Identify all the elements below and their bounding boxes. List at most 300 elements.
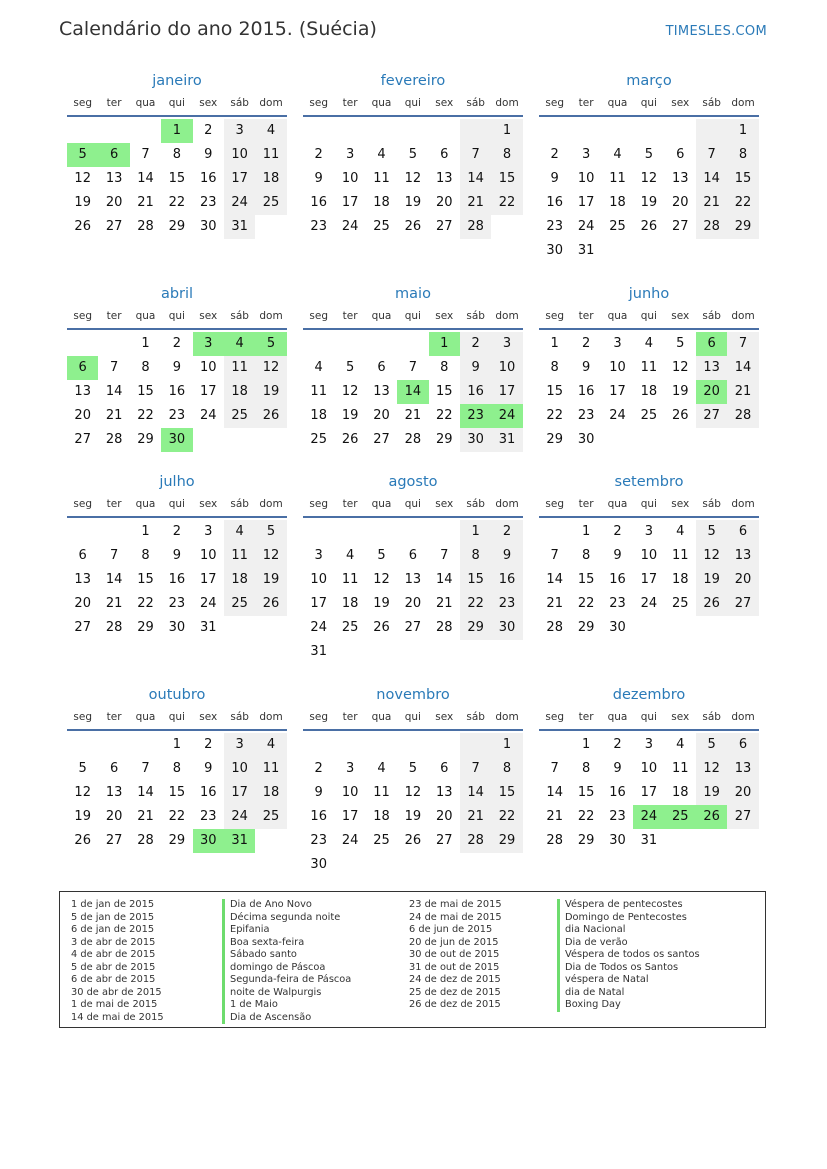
day-cell: 31 — [491, 428, 522, 452]
day-cell: 11 — [255, 143, 286, 167]
weekday-label: dom — [495, 711, 519, 723]
legend-holiday-date: 25 de dez de 2015 — [409, 986, 501, 998]
legend-holiday-name: Décima segunda noite — [222, 912, 351, 925]
day-cell: 22 — [577, 809, 595, 824]
month-calendar — [67, 471, 287, 640]
day-cell: 6 — [377, 360, 386, 375]
legend-holiday-name: domingo de Páscoa — [222, 962, 351, 975]
day-cell: 8 — [460, 544, 491, 568]
day-cell: 31 — [224, 215, 255, 239]
day-cell: 18 — [341, 596, 359, 611]
day-cell: 13 — [74, 572, 91, 587]
day-cell: 2 — [204, 737, 213, 752]
day-cell: 21 — [105, 408, 123, 423]
holiday-day-cell: 20 — [696, 380, 727, 404]
day-cell: 14 — [546, 572, 563, 587]
holiday-day-cell: 1 — [161, 119, 192, 143]
days-grid — [67, 520, 287, 640]
month-name: dezembro — [612, 687, 686, 703]
empty-day-cell — [303, 332, 334, 356]
day-cell: 25 — [341, 620, 359, 635]
day-cell: 11 — [671, 761, 689, 776]
day-cell: 10 — [224, 143, 255, 167]
empty-day-cell — [366, 520, 397, 544]
day-cell: 11 — [224, 356, 255, 380]
weekday-label: sex — [435, 310, 454, 322]
weekday-header — [303, 496, 523, 518]
weekday-label: qui — [404, 310, 421, 322]
empty-day-cell — [539, 733, 570, 757]
weekday-header — [539, 308, 759, 330]
weekday-label: sex — [435, 711, 454, 723]
day-cell: 21 — [696, 191, 727, 215]
day-cell: 26 — [640, 219, 658, 234]
weekday-label: sáb — [230, 97, 249, 109]
day-cell: 22 — [137, 596, 154, 611]
day-cell: 4 — [255, 119, 286, 143]
day-cell: 8 — [727, 143, 758, 167]
day-cell: 22 — [168, 195, 186, 210]
weekday-label: qui — [640, 310, 657, 322]
weekday-label: qua — [371, 97, 392, 109]
day-cell: 20 — [105, 195, 123, 210]
day-cell: 2 — [491, 520, 522, 544]
empty-day-cell — [98, 119, 129, 143]
day-cell: 15 — [577, 785, 595, 800]
day-cell: 23 — [168, 596, 186, 611]
weekday-label: sáb — [702, 498, 721, 510]
day-cell: 20 — [727, 781, 758, 805]
day-cell: 14 — [105, 572, 123, 587]
day-cell: 8 — [581, 761, 591, 776]
day-cell: 5 — [676, 336, 685, 351]
day-cell: 30 — [577, 432, 595, 447]
page-title: Calendário do ano 2015. (Suécia) — [59, 18, 377, 40]
day-cell: 10 — [640, 761, 658, 776]
weekday-label: sex — [199, 310, 218, 322]
day-cell: 2 — [550, 147, 559, 162]
days-grid — [303, 332, 523, 452]
weekday-label: ter — [578, 498, 594, 510]
days-grid — [303, 119, 523, 239]
day-cell: 27 — [105, 219, 123, 234]
day-cell: 17 — [640, 572, 658, 587]
legend-holiday-date: 23 de mai de 2015 — [409, 899, 502, 910]
day-cell: 2 — [172, 524, 181, 539]
weekday-label: sex — [199, 498, 218, 510]
day-cell: 20 — [435, 195, 453, 210]
day-cell: 27 — [696, 404, 727, 428]
day-cell: 30 — [609, 620, 626, 635]
day-cell: 17 — [199, 384, 217, 399]
legend-holiday-date: 6 de abr de 2015 — [71, 974, 156, 985]
weekday-header — [303, 308, 523, 330]
day-cell: 27 — [435, 833, 453, 848]
empty-day-cell — [67, 733, 98, 757]
day-cell: 31 — [577, 243, 595, 258]
day-cell: 21 — [435, 596, 453, 611]
day-cell: 9 — [550, 171, 559, 186]
day-cell: 22 — [460, 592, 491, 616]
legend-left-dates — [71, 899, 164, 1024]
weekday-header — [539, 709, 759, 731]
day-cell: 18 — [310, 408, 327, 423]
empty-day-cell — [397, 733, 428, 757]
weekday-label: seg — [73, 97, 92, 109]
legend-holiday-name: véspera de Natal — [557, 974, 700, 987]
legend-holiday-date: 3 de abr de 2015 — [71, 936, 156, 948]
day-cell: 20 — [671, 195, 689, 210]
day-cell: 1 — [460, 520, 491, 544]
day-cell: 3 — [491, 332, 522, 356]
day-cell: 13 — [373, 384, 390, 399]
day-cell: 19 — [255, 568, 286, 592]
day-cell: 16 — [168, 384, 186, 399]
day-cell: 21 — [460, 805, 491, 829]
legend-holiday-name: Sábado santo — [222, 949, 351, 962]
weekday-label: seg — [545, 97, 564, 109]
day-cell: 25 — [224, 404, 255, 428]
weekday-label: sáb — [466, 498, 485, 510]
day-cell: 13 — [435, 171, 453, 186]
day-cell: 6 — [676, 147, 685, 162]
weekday-label: sáb — [466, 310, 485, 322]
empty-day-cell — [334, 119, 365, 143]
day-cell: 6 — [440, 761, 449, 776]
day-cell: 3 — [644, 524, 653, 539]
day-cell: 7 — [460, 143, 491, 167]
day-cell: 14 — [105, 384, 123, 399]
day-cell: 26 — [404, 833, 422, 848]
day-cell: 12 — [74, 785, 91, 800]
day-cell: 16 — [609, 572, 626, 587]
legend-holiday-name: Boa sexta-feira — [222, 937, 351, 950]
day-cell: 13 — [74, 384, 91, 399]
day-cell: 31 — [199, 620, 217, 635]
day-cell: 8 — [141, 548, 150, 563]
day-cell: 4 — [676, 524, 685, 539]
month-calendar — [539, 471, 759, 640]
day-cell: 10 — [199, 360, 217, 375]
day-cell: 30 — [546, 243, 563, 258]
day-cell: 30 — [609, 833, 626, 848]
day-cell: 17 — [577, 195, 595, 210]
empty-day-cell — [633, 119, 664, 143]
day-cell: 22 — [727, 191, 758, 215]
day-cell: 19 — [696, 781, 727, 805]
legend-holiday-date: 31 de out de 2015 — [409, 961, 500, 973]
day-cell: 19 — [373, 596, 390, 611]
day-cell: 25 — [640, 408, 658, 423]
empty-day-cell — [397, 332, 428, 356]
legend-holiday-date: 30 de abr de 2015 — [71, 986, 162, 998]
day-cell: 3 — [204, 524, 213, 539]
month-name: maio — [395, 286, 431, 302]
day-cell: 14 — [460, 167, 491, 191]
day-cell: 19 — [74, 809, 91, 824]
weekday-label: dom — [259, 711, 283, 723]
weekday-label: ter — [342, 310, 358, 322]
day-cell: 26 — [255, 592, 286, 616]
weekday-label: dom — [495, 498, 519, 510]
day-cell: 6 — [727, 733, 758, 757]
day-cell: 22 — [491, 191, 522, 215]
empty-day-cell — [696, 119, 727, 143]
day-cell: 22 — [491, 805, 522, 829]
day-cell: 29 — [137, 432, 154, 447]
legend-holiday-date: 4 de abr de 2015 — [71, 949, 156, 960]
day-cell: 31 — [640, 833, 658, 848]
weekday-label: qua — [371, 498, 392, 510]
legend-holiday-name: noite de Walpurgis — [222, 987, 351, 1000]
holiday-legend — [59, 891, 766, 1028]
day-cell: 20 — [404, 596, 422, 611]
day-cell: 9 — [613, 761, 622, 776]
month-name: agosto — [388, 474, 438, 490]
day-cell: 1 — [727, 119, 758, 143]
day-cell: 25 — [609, 219, 626, 234]
day-cell: 29 — [137, 620, 154, 635]
day-cell: 7 — [109, 360, 119, 375]
day-cell: 19 — [74, 195, 91, 210]
day-cell: 20 — [435, 809, 453, 824]
weekday-label: qua — [607, 310, 628, 322]
day-cell: 5 — [255, 520, 286, 544]
day-cell: 28 — [435, 620, 453, 635]
day-cell: 25 — [373, 833, 390, 848]
day-cell: 29 — [577, 833, 595, 848]
day-cell: 21 — [105, 596, 123, 611]
weekday-label: ter — [578, 310, 594, 322]
day-cell: 17 — [341, 809, 359, 824]
day-cell: 24 — [224, 191, 255, 215]
day-cell: 4 — [255, 733, 286, 757]
weekday-label: seg — [545, 711, 564, 723]
holiday-day-cell: 24 — [633, 805, 664, 829]
weekday-label: ter — [578, 711, 594, 723]
day-cell: 8 — [550, 360, 559, 375]
day-cell: 11 — [373, 171, 390, 186]
days-grid — [539, 332, 759, 452]
day-cell: 17 — [224, 781, 255, 805]
legend-holiday-name: Véspera de pentecostes — [557, 899, 700, 912]
day-cell: 11 — [671, 548, 689, 563]
month-name: março — [626, 73, 672, 89]
day-cell: 11 — [224, 544, 255, 568]
empty-day-cell — [602, 119, 633, 143]
day-cell: 23 — [199, 195, 217, 210]
holiday-day-cell: 4 — [224, 332, 255, 356]
day-cell: 13 — [671, 171, 689, 186]
day-cell: 27 — [727, 592, 758, 616]
day-cell: 27 — [74, 432, 91, 447]
weekday-label: qua — [607, 498, 628, 510]
weekday-header — [303, 95, 523, 117]
day-cell: 7 — [696, 143, 727, 167]
day-cell: 4 — [314, 360, 323, 375]
day-cell: 2 — [172, 336, 181, 351]
day-cell: 5 — [377, 548, 386, 563]
day-cell: 15 — [727, 167, 758, 191]
day-cell: 23 — [609, 596, 626, 611]
legend-left-names — [222, 899, 351, 1024]
weekday-label: sex — [671, 97, 690, 109]
day-cell: 11 — [255, 757, 286, 781]
legend-holiday-date: 5 de abr de 2015 — [71, 961, 156, 973]
day-cell: 2 — [460, 332, 491, 356]
day-cell: 25 — [224, 592, 255, 616]
days-grid — [67, 119, 287, 239]
day-cell: 28 — [460, 215, 491, 239]
weekday-header — [539, 496, 759, 518]
day-cell: 12 — [404, 785, 422, 800]
day-cell: 26 — [404, 219, 422, 234]
weekday-label: sex — [435, 498, 454, 510]
day-cell: 15 — [460, 568, 491, 592]
empty-day-cell — [366, 332, 397, 356]
day-cell: 27 — [727, 805, 758, 829]
day-cell: 17 — [640, 785, 658, 800]
day-cell: 23 — [577, 408, 595, 423]
weekday-label: dom — [731, 310, 755, 322]
empty-day-cell — [67, 119, 98, 143]
legend-holiday-date: 26 de dez de 2015 — [409, 999, 501, 1010]
empty-day-cell — [570, 119, 601, 143]
day-cell: 26 — [696, 592, 727, 616]
weekday-label: qui — [168, 97, 185, 109]
day-cell: 28 — [105, 620, 123, 635]
day-cell: 25 — [310, 432, 327, 447]
day-cell: 16 — [546, 195, 563, 210]
day-cell: 18 — [373, 809, 390, 824]
empty-day-cell — [460, 733, 491, 757]
day-cell: 17 — [341, 195, 359, 210]
day-cell: 7 — [550, 761, 559, 776]
day-cell: 24 — [199, 596, 217, 611]
day-cell: 16 — [609, 785, 626, 800]
day-cell: 24 — [310, 620, 327, 635]
weekday-label: sáb — [230, 310, 249, 322]
legend-holiday-name: dia Nacional — [557, 924, 700, 937]
day-cell: 22 — [168, 809, 186, 824]
weekday-label: seg — [545, 310, 564, 322]
day-cell: 21 — [460, 191, 491, 215]
day-cell: 16 — [199, 785, 217, 800]
weekday-label: ter — [106, 711, 122, 723]
day-cell: 29 — [435, 432, 453, 447]
day-cell: 9 — [314, 171, 323, 186]
empty-day-cell — [665, 119, 696, 143]
legend-holiday-date: 24 de dez de 2015 — [409, 974, 501, 985]
day-cell: 2 — [314, 761, 323, 776]
day-cell: 16 — [168, 572, 186, 587]
month-name: julho — [159, 474, 195, 490]
weekday-label: sex — [671, 310, 690, 322]
weekday-label: qui — [640, 97, 657, 109]
day-cell: 16 — [577, 384, 595, 399]
day-cell: 11 — [609, 171, 626, 186]
day-cell: 21 — [546, 596, 563, 611]
day-cell: 19 — [341, 408, 359, 423]
day-cell: 3 — [345, 761, 355, 776]
day-cell: 16 — [491, 568, 522, 592]
day-cell: 10 — [491, 356, 522, 380]
day-cell: 12 — [255, 356, 286, 380]
weekday-header — [303, 709, 523, 731]
brand-logo-text[interactable]: TIMESLES.COM — [665, 24, 767, 39]
weekday-label: qui — [168, 498, 185, 510]
holiday-day-cell: 6 — [67, 356, 98, 380]
day-cell: 7 — [109, 548, 119, 563]
day-cell: 7 — [460, 757, 491, 781]
day-cell: 27 — [373, 432, 390, 447]
day-cell: 10 — [199, 548, 217, 563]
day-cell: 9 — [204, 147, 213, 162]
holiday-day-cell: 5 — [255, 332, 286, 356]
weekday-header — [539, 95, 759, 117]
legend-holiday-name: Epifania — [222, 924, 351, 937]
day-cell: 5 — [644, 147, 653, 162]
day-cell: 5 — [696, 733, 727, 757]
day-cell: 26 — [373, 620, 390, 635]
day-cell: 7 — [141, 761, 150, 776]
day-cell: 25 — [255, 805, 286, 829]
day-cell: 13 — [435, 785, 453, 800]
weekday-label: sáb — [702, 310, 721, 322]
weekday-label: qua — [607, 97, 628, 109]
month-calendar — [539, 283, 759, 452]
day-cell: 4 — [644, 336, 653, 351]
day-cell: 28 — [546, 833, 563, 848]
weekday-label: qui — [404, 711, 421, 723]
month-name: outubro — [148, 687, 206, 703]
day-cell: 7 — [440, 548, 449, 563]
day-cell: 5 — [345, 360, 355, 375]
month-calendar — [303, 471, 523, 664]
empty-day-cell — [334, 332, 365, 356]
weekday-label: sex — [199, 97, 218, 109]
day-cell: 14 — [727, 356, 758, 380]
day-cell: 15 — [168, 171, 186, 186]
day-cell: 18 — [255, 781, 286, 805]
day-cell: 28 — [696, 215, 727, 239]
day-cell: 8 — [141, 360, 150, 375]
day-cell: 10 — [640, 548, 658, 563]
day-cell: 1 — [172, 737, 181, 752]
day-cell: 27 — [435, 219, 453, 234]
day-cell: 6 — [727, 520, 758, 544]
day-cell: 25 — [255, 191, 286, 215]
day-cell: 3 — [224, 119, 255, 143]
day-cell: 18 — [640, 384, 658, 399]
holiday-day-cell: 26 — [696, 805, 727, 829]
weekday-label: qua — [371, 711, 392, 723]
day-cell: 16 — [310, 195, 327, 210]
day-cell: 10 — [577, 171, 595, 186]
month-calendar — [67, 283, 287, 452]
day-cell: 10 — [609, 360, 626, 375]
weekday-label: qua — [607, 711, 628, 723]
day-cell: 29 — [168, 219, 186, 234]
day-cell: 20 — [105, 809, 123, 824]
day-cell: 1 — [581, 524, 591, 539]
day-cell: 18 — [255, 167, 286, 191]
legend-holiday-name: 1 de Maio — [222, 999, 351, 1012]
day-cell: 9 — [581, 360, 591, 375]
empty-day-cell — [429, 520, 460, 544]
days-grid — [303, 733, 523, 877]
legend-holiday-date: 6 de jan de 2015 — [71, 924, 155, 935]
